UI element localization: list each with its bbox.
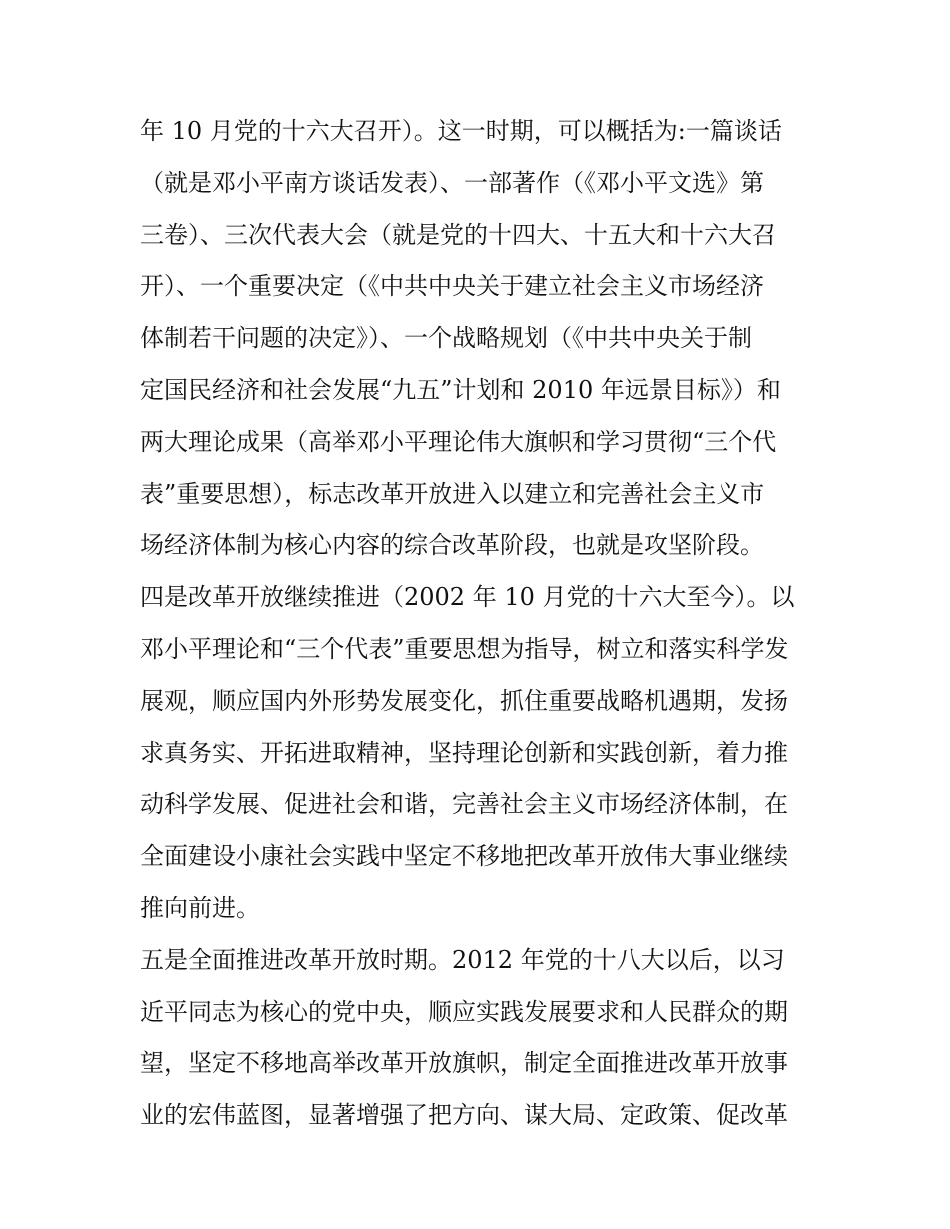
text-line: 场经济体制为核心内容的综合改革阶段，也就是攻坚阶段。 <box>140 531 764 560</box>
text-line: 体制若干问题的决定》）、一个战略规划（《中共中央关于制 <box>140 324 752 353</box>
text-line: 邓小平理论和“三个代表”重要思想为指导，树立和落实科学发 <box>140 634 789 663</box>
text-line: 三卷）、三次代表大会（就是党的十四大、十五大和十六大召 <box>140 220 776 249</box>
text-line: 开）、一个重要决定（《中共中央关于建立社会主义市场经济 <box>140 272 764 301</box>
text-line: 展观，顺应国内外形势发展变化，抓住重要战略机遇期，发扬 <box>140 686 788 715</box>
text-line: 全面建设小康社会实践中坚定不移地把改革开放伟大事业继续 <box>140 842 788 871</box>
text-line: 表”重要思想），标志改革开放进入以建立和完善社会主义市 <box>140 479 765 508</box>
text-line: 推向前进。 <box>140 893 260 922</box>
text-line: 求真务实、开拓进取精神，坚持理论创新和实践创新，着力推 <box>140 738 788 767</box>
text-line: 望，坚定不移地高举改革开放旗帜，制定全面推进改革开放事 <box>140 1049 788 1078</box>
text-line: 动科学发展、促进社会和谐，完善社会主义市场经济体制，在 <box>140 790 788 819</box>
text-line: （就是邓小平南方谈话发表）、一部著作（《邓小平文选》第 <box>140 168 764 197</box>
text-line: 定国民经济和社会发展“九五”计划和 2010 年远景目标》）和 <box>140 375 781 404</box>
paragraph-start-line: 五是全面推进改革开放时期。2012 年党的十八大以后，以习 <box>140 945 785 974</box>
text-line: 近平同志为核心的党中央，顺应实践发展要求和人民群众的期 <box>140 997 788 1026</box>
body-text <box>140 106 830 1142</box>
text-line: 年 10 月党的十六大召开）。这一时期，可以概括为:一篇谈话 <box>140 117 782 145</box>
text-line: 业的宏伟蓝图，显著增强了把方向、谋大局、定政策、促改革 <box>140 1101 788 1130</box>
paragraph-start-line: 四是改革开放继续推进（2002 年 10 月党的十六大至今）。以 <box>140 583 795 612</box>
text-line: 两大理论成果（高举邓小平理论伟大旗帜和学习贯彻“三个代 <box>140 427 777 456</box>
